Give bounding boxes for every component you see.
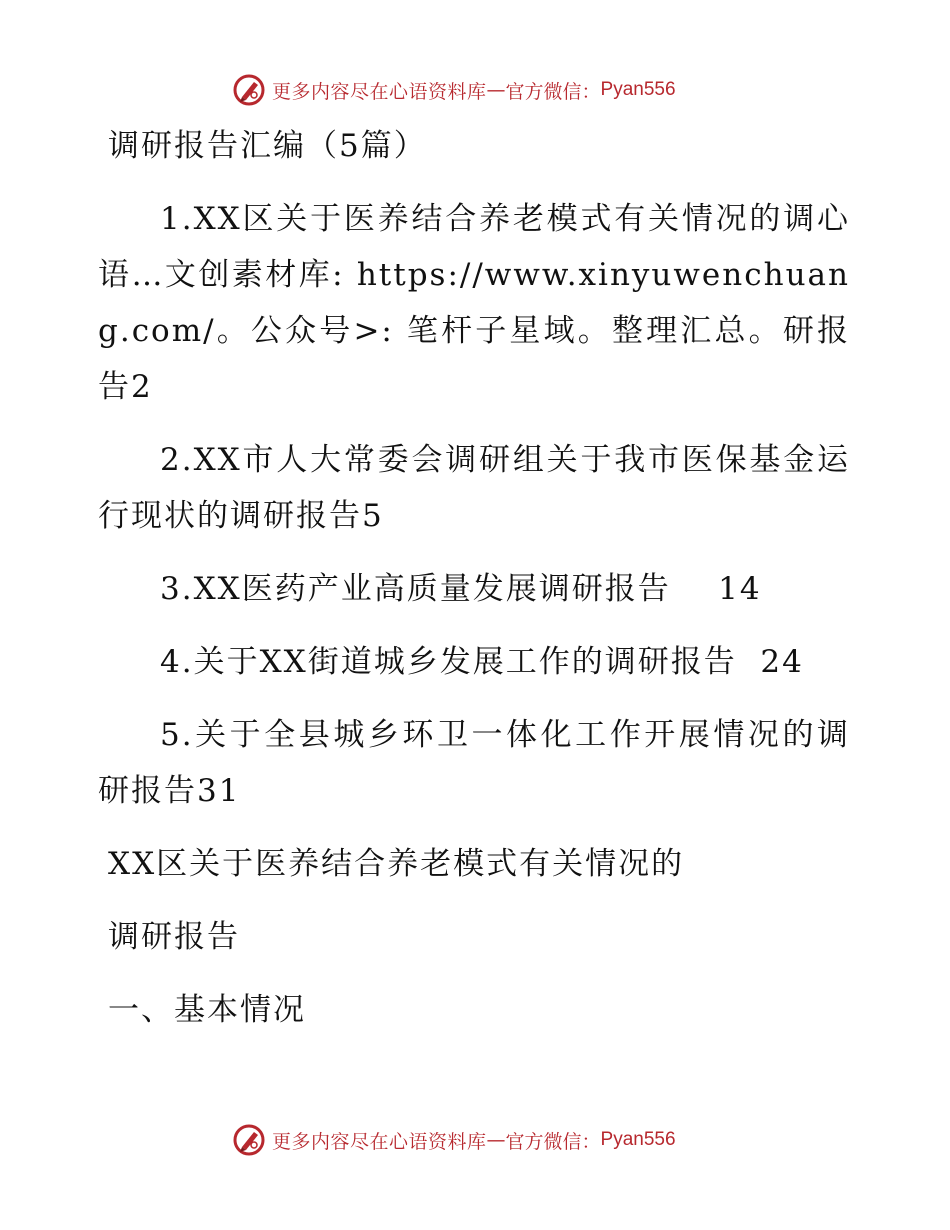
- heading-basic-situation: 一、基本情况: [108, 992, 306, 1028]
- pen-logo-icon: [232, 1123, 266, 1157]
- toc-entry-3: 3.XX医药产业高质量发展调研报告 14: [160, 571, 762, 607]
- footer-watermark-banner: [232, 1122, 676, 1158]
- banner-wechat-label: 官方微信：: [505, 80, 601, 103]
- banner-text: 更多内容尽在心语资料库: [272, 1130, 487, 1153]
- toc-entry-1: 1.XX区关于医养结合养老模式有关情况的调心语…文创素材库: https://www.xinyuwenchuang.com/。公众号>: 笔杆子星域。整理汇总。研报告2: [98, 201, 850, 405]
- toc-entry-4: 4.关于XX街道城乡发展工作的调研报告 24: [160, 644, 804, 680]
- banner-separator: —: [486, 1129, 506, 1151]
- document-title: 调研报告汇编（5篇）: [108, 128, 427, 164]
- toc-entry-2: 2.XX市人大常委会调研组关于我市医保基金运行现状的调研报告5: [98, 442, 850, 534]
- banner-wechat-id: Pyan556: [600, 79, 676, 100]
- header-watermark-banner: [232, 72, 676, 108]
- banner-wechat-label: 官方微信：: [505, 1130, 601, 1153]
- banner-wechat-id: Pyan556: [600, 1129, 676, 1150]
- section-title-line2: 调研报告: [108, 919, 240, 955]
- banner-text: 更多内容尽在心语资料库: [272, 80, 487, 103]
- section-title-line1: XX区关于医养结合养老模式有关情况的: [108, 846, 685, 882]
- pen-logo-icon: [232, 73, 266, 107]
- banner-separator: —: [486, 79, 506, 101]
- toc-entry-5: 5.关于全县城乡环卫一体化工作开展情况的调研报告31: [98, 717, 850, 809]
- document-body: [98, 118, 850, 1055]
